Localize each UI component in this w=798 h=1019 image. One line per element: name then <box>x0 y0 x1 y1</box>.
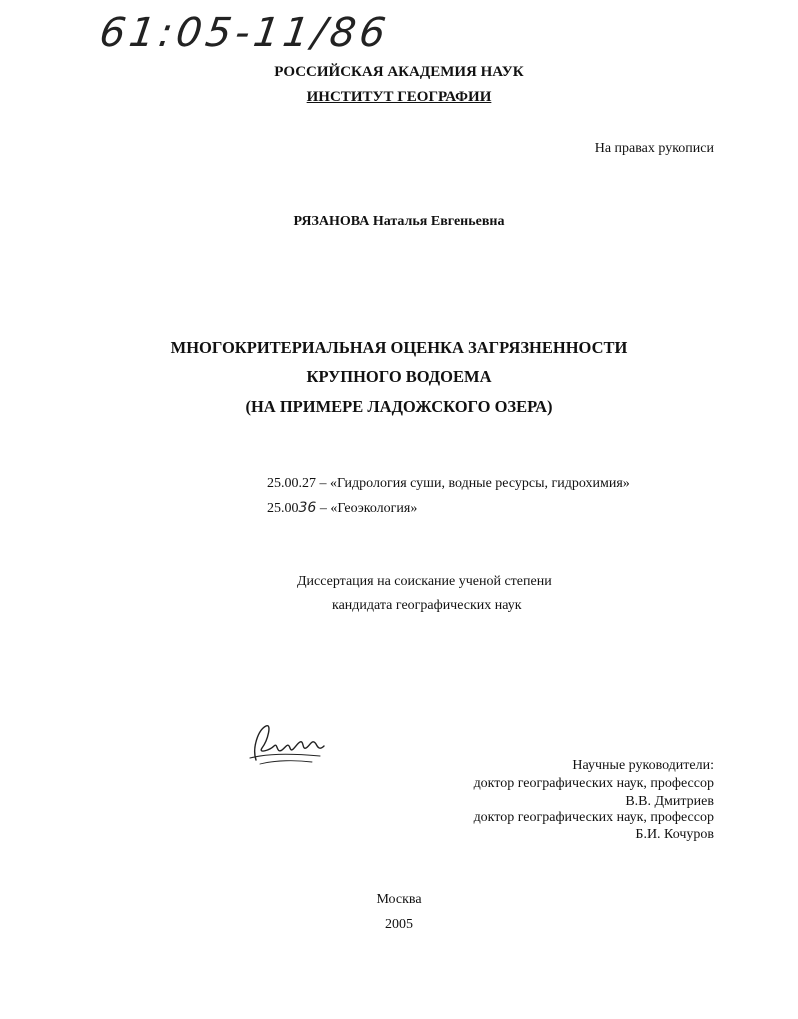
specialty-code: 25.00 <box>267 501 299 516</box>
specialty-line: 25.0036 – «Геоэкология» <box>267 500 418 516</box>
supervisor-name: В.В. Дмитриев <box>625 794 714 809</box>
city: Москва <box>376 892 422 907</box>
specialty-name: «Геоэкология» <box>330 501 418 516</box>
institute-name: ИНСТИТУТ ГЕОГРАФИИ <box>306 89 492 105</box>
rights-note: На правах рукописи <box>594 141 714 156</box>
supervisor-title: доктор географических наук, профессор <box>473 776 714 791</box>
handwritten-code-suffix: 36 <box>298 500 317 516</box>
specialty-name: «Гидрология суши, водные ресурсы, гидрохимия» <box>330 476 630 491</box>
academy-name: РОССИЙСКАЯ АКАДЕМИЯ НАУК <box>274 64 524 80</box>
specialty-code: 25.00.27 <box>267 476 316 491</box>
thesis-title-line: МНОГОКРИТЕРИАЛЬНАЯ ОЦЕНКА ЗАГРЯЗНЕННОСТИ <box>170 338 628 357</box>
thesis-title-line: КРУПНОГО ВОДОЕМА <box>306 367 492 386</box>
author-signature <box>246 720 326 768</box>
supervisor-name: Б.И. Кочуров <box>635 827 714 842</box>
specialty-line: 25.00.27 – «Гидрология суши, водные ресурсы, гидрохимия» <box>267 476 630 491</box>
dissertation-line: кандидата географических наук <box>332 598 522 613</box>
supervisors-heading: Научные руководители: <box>572 758 714 773</box>
author-name: РЯЗАНОВА Наталья Евгеньевна <box>293 214 505 229</box>
thesis-title-line: (НА ПРИМЕРЕ ЛАДОЖСКОГО ОЗЕРА) <box>245 397 553 416</box>
supervisor-title: доктор географических наук, профессор <box>473 810 714 825</box>
year: 2005 <box>385 917 413 932</box>
dissertation-line: Диссертация на соискание ученой степени <box>297 574 552 589</box>
handwritten-catalog-code: 61:05-11/86 <box>96 10 393 56</box>
